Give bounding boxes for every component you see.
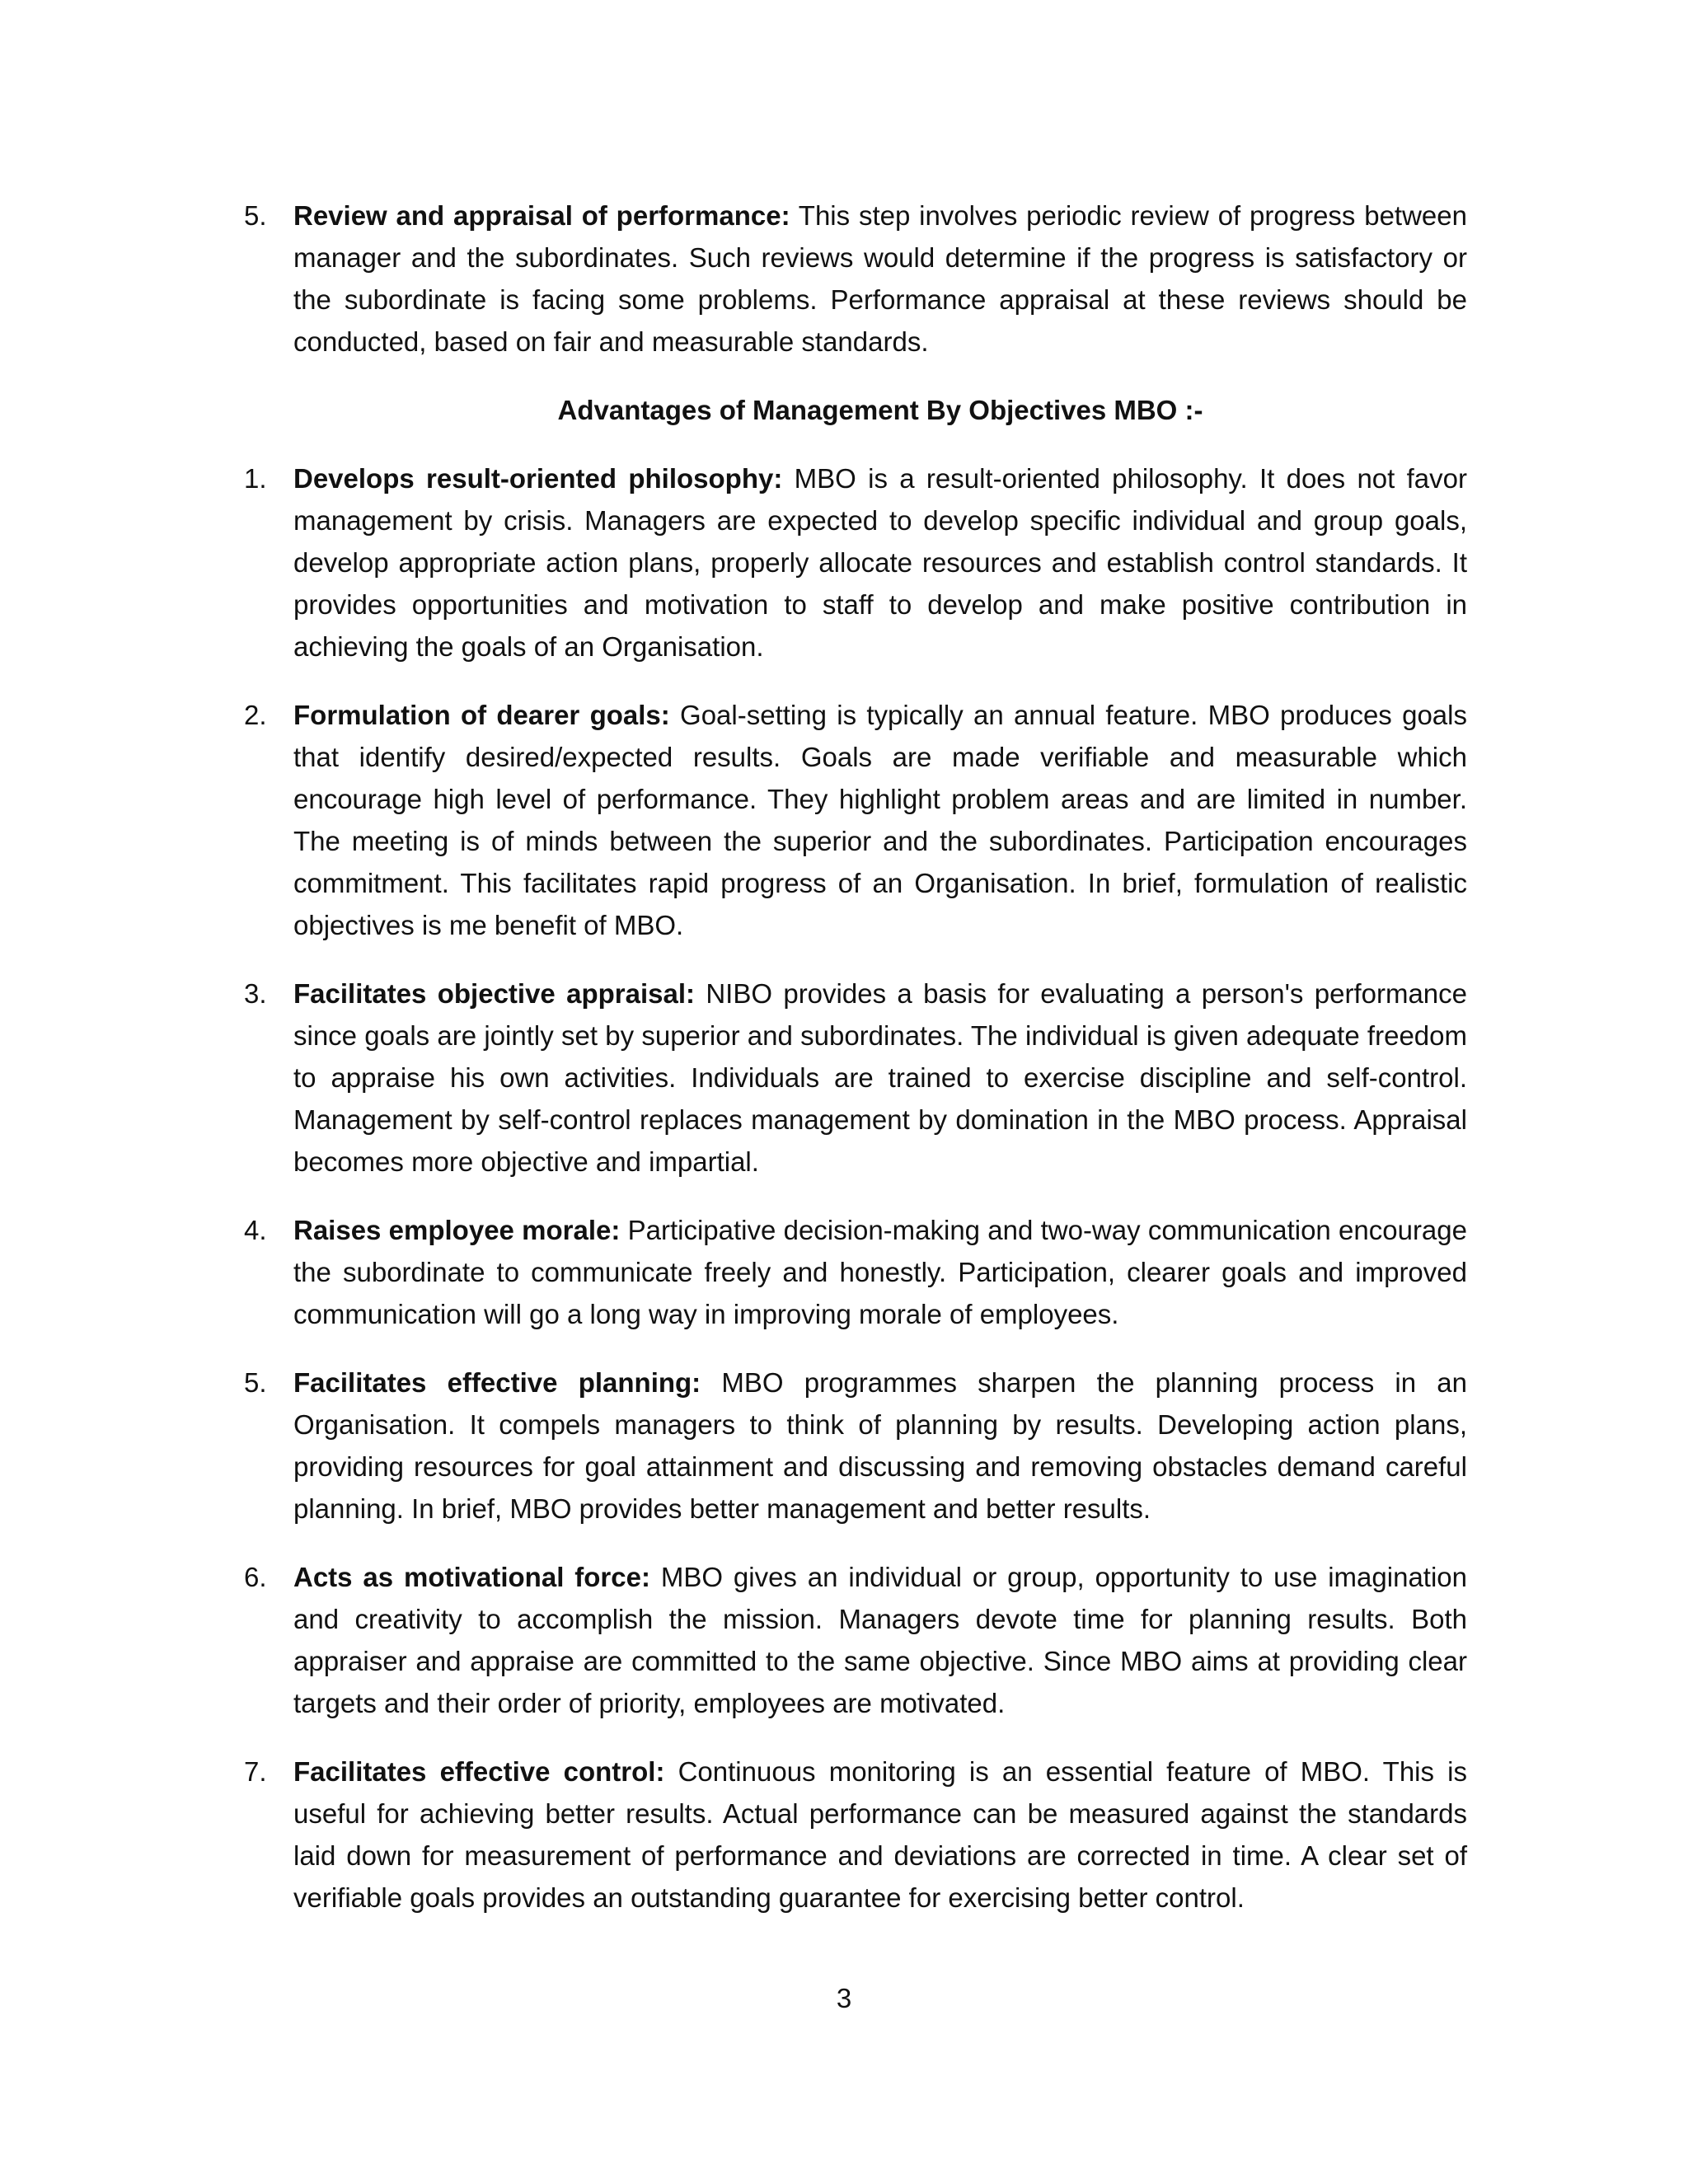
list-item-lead: Develops result-oriented philosophy: <box>293 463 783 494</box>
list-item-advantage-2 <box>244 694 1467 946</box>
list-item-advantage-6 <box>244 1556 1467 1724</box>
list-item-lead: Acts as motivational force: <box>293 1562 650 1592</box>
list-item-number: 3. <box>244 978 267 1009</box>
list-item-advantage-4 <box>244 1209 1467 1335</box>
list-item-text: NIBO provides a basis for evaluating a person's performance since goals are jointly set by superior and subordinates. The individual is given adequate freedom to appraise his own activities. Individuals are trained to exercise discipline and self-control. Management by self-control replaces management by domination in the MBO process. Appraisal becomes more objective and impartial. <box>293 978 1467 1177</box>
list-item-lead: Facilitates effective planning: <box>293 1367 701 1398</box>
list-item-number: 5. <box>244 1367 267 1398</box>
list-item-review-appraisal <box>244 194 1467 363</box>
list-item-advantage-1 <box>244 457 1467 668</box>
list-item-text: Continuous monitoring is an essential feature of MBO. This is useful for achieving better results. Actual performance can be measured against the standards laid down for measurement of performance and deviations are corrected in time. A clear set of verifiable goals provides an outstanding guarantee for exercising better control. <box>293 1756 1467 1913</box>
list-item-number: 7. <box>244 1756 267 1787</box>
list-item-lead: Formulation of dearer goals: <box>293 700 670 730</box>
list-item-number: 5. <box>244 200 267 231</box>
list-item-number: 4. <box>244 1215 267 1245</box>
list-item-lead: Facilitates objective appraisal: <box>293 978 696 1009</box>
list-item-number: 6. <box>244 1562 267 1592</box>
list-item-number: 1. <box>244 463 267 494</box>
list-item-number: 2. <box>244 700 267 730</box>
list-item-text: Participative decision-making and two-way communication encourage the subordinate to communicate freely and honestly. Participation, clearer goals and improved communication will go a long way in improving morale of employees. <box>293 1215 1467 1329</box>
page-number: 3 <box>836 1983 852 2013</box>
list-item-text: MBO programmes sharpen the planning process in an Organisation. It compels managers to think of planning by results. Developing action plans, providing resources for goal attainment and discussing and removing obstacles demand careful planning. In brief, MBO provides better management and better results. <box>293 1367 1467 1524</box>
list-item-lead: Review and appraisal of performance: <box>293 200 790 231</box>
list-item-lead: Facilitates effective control: <box>293 1756 665 1787</box>
list-item-advantage-7 <box>244 1750 1467 1919</box>
list-item-text: Goal-setting is typically an annual feature. MBO produces goals that identify desired/expected results. Goals are made verifiable and measurable which encourage high level of performance. They highlight problem areas and are limited in number. The meeting is of minds between the superior and the subordinates. Participation encourages commitment. This facilitates rapid progress of an Organisation. In brief, formulation of realistic objectives is me benefit of MBO. <box>293 700 1467 940</box>
list-item-text: This step involves periodic review of progress between manager and the subordinates. Such reviews would determine if the progress is satisfactory or the subordinate is facing some problems. Performance appraisal at these reviews should be conducted, based on fair and measurable standards. <box>293 200 1467 357</box>
section-heading: Advantages of Management By Objectives MBO :- <box>557 395 1203 425</box>
list-item-text: MBO is a result-oriented philosophy. It does not favor management by crisis. Managers are expected to develop specific individual and group goals, develop appropriate action plans, properly allocate resources and establish control standards. It provides opportunities and motivation to staff to develop and make positive contribution in achieving the goals of an Organisation. <box>293 463 1467 662</box>
list-item-advantage-3 <box>244 972 1467 1183</box>
page-content <box>244 194 1467 1945</box>
list-item-lead: Raises employee morale: <box>293 1215 621 1245</box>
list-item-advantage-5 <box>244 1361 1467 1530</box>
list-item-text: MBO gives an individual or group, opportunity to use imagination and creativity to accomplish the mission. Managers devote time for planning results. Both appraiser and appraise are committed to the same objective. Since MBO aims at providing clear targets and their order of priority, employees are motivated. <box>293 1562 1467 1718</box>
